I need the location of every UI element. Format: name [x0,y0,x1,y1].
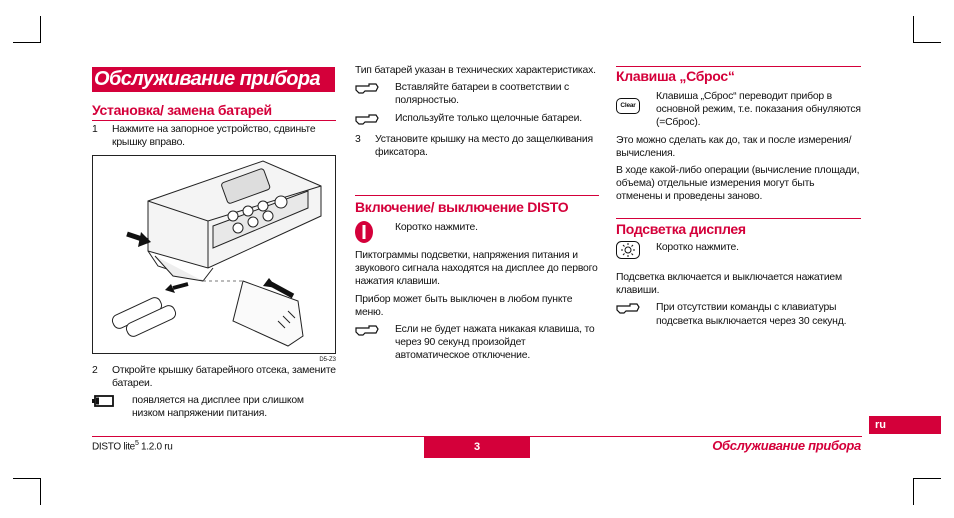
heading-rule [616,218,861,219]
power-key-row [355,221,599,249]
note [355,112,599,125]
crop-mark [913,478,914,505]
paragraph: Подсветка включается и выключается нажатием клавиши. [616,272,842,297]
section-heading-backlight: Подсветка дисплея [616,221,746,237]
step-number: 1 [92,124,98,135]
crop-mark [13,42,41,43]
step-2 [92,364,336,390]
clear-key-icon: Clear [616,98,640,114]
column-3 [616,68,861,208]
heading-rule [616,66,861,67]
note [616,301,861,327]
heading-rule [355,195,599,196]
note [355,323,599,363]
section-heading-power: Включение/ выключение DISTO [355,199,569,215]
step-1 [92,123,336,149]
step-number: 2 [92,365,98,376]
clear-key-row [616,90,861,130]
step-text: Установите крышку на место до защелкивания фиксатора. [375,133,593,159]
battery-icon [92,394,116,408]
paragraph: Тип батарей указан в технических характеристиках. [355,65,596,76]
paragraph: Это можно сделать как до, так и после измерения/ вычисления. [616,134,852,159]
crop-mark [913,42,941,43]
hand-pointer-icon [355,112,379,126]
column-2 [355,64,599,159]
product-name: DISTO lite [92,441,135,453]
section-heading-clear: Клавиша „Сброс“ [616,68,735,84]
language-tab: ru [869,416,941,434]
battery-warning-note [92,394,336,420]
battery-replacement-illustration [92,155,336,363]
paragraph: Прибор может быть выключен в любом пункте меню. [355,293,573,318]
version: 1.2.0 ru [138,441,173,453]
page-title: Обслуживание прибора [92,67,335,92]
note-text: Вставляйте батареи в соответствии с полярностью. [395,82,570,107]
section-heading-batteries: Установка/ замена батарей [92,102,272,118]
note-text: Если не будет нажата никакая клавиша, то через 90 секунд произойдет автоматическое отключение. [395,324,595,362]
heading-rule [92,120,336,121]
paragraph: Клавиша „Сброс“ переводит прибор в основной режим, т.е. показания обнуляются (=Сброс). [656,91,861,129]
crop-mark [913,478,941,479]
crop-mark [40,16,41,43]
footer-section-title: Обслуживание прибора [712,438,861,453]
paragraph: Пиктограммы подсветки, напряжения питания и звукового сигнала находятся на дисплее до первого нажатия клавиши. [355,250,598,288]
column-3-lower [616,221,861,328]
column-1 [92,102,336,118]
crop-mark [40,478,41,505]
note-text: При отсутствии команды с клавиатуры подсветка выключается через 30 секунд. [656,302,847,327]
note-text: появляется на дисплее при слишком низком напряжении питания. [132,395,304,420]
hint-text: Коротко нажмите. [656,242,739,253]
power-key-icon [355,221,373,243]
note-text: Используйте только щелочные батареи. [395,112,582,124]
crop-mark [13,478,41,479]
column-2-lower [355,199,599,363]
step-text: Нажмите на запорное устройство, сдвиньте крышку вправо. [112,124,316,149]
hint-text: Коротко нажмите. [395,222,478,233]
hand-pointer-icon [355,81,379,95]
step-3 [355,133,599,159]
page-number: 3 [424,436,530,458]
hand-pointer-icon [616,301,640,315]
crop-mark [913,16,914,43]
step-text: Откройте крышку батарейного отсека, замените батареи. [112,365,336,390]
figure-code: D5-Z3 [319,357,336,363]
backlight-key-icon [616,241,640,259]
note [355,81,599,107]
step-number: 3 [355,133,361,145]
footer-product [92,440,173,452]
hand-pointer-icon [355,323,379,337]
product-superscript: 5 [134,440,139,447]
paragraph: В ходе какой-либо операции (вычисление площади, объема) отдельные измерения могут быть отменены и проведены заново. [616,165,860,203]
backlight-key-row [616,241,861,271]
